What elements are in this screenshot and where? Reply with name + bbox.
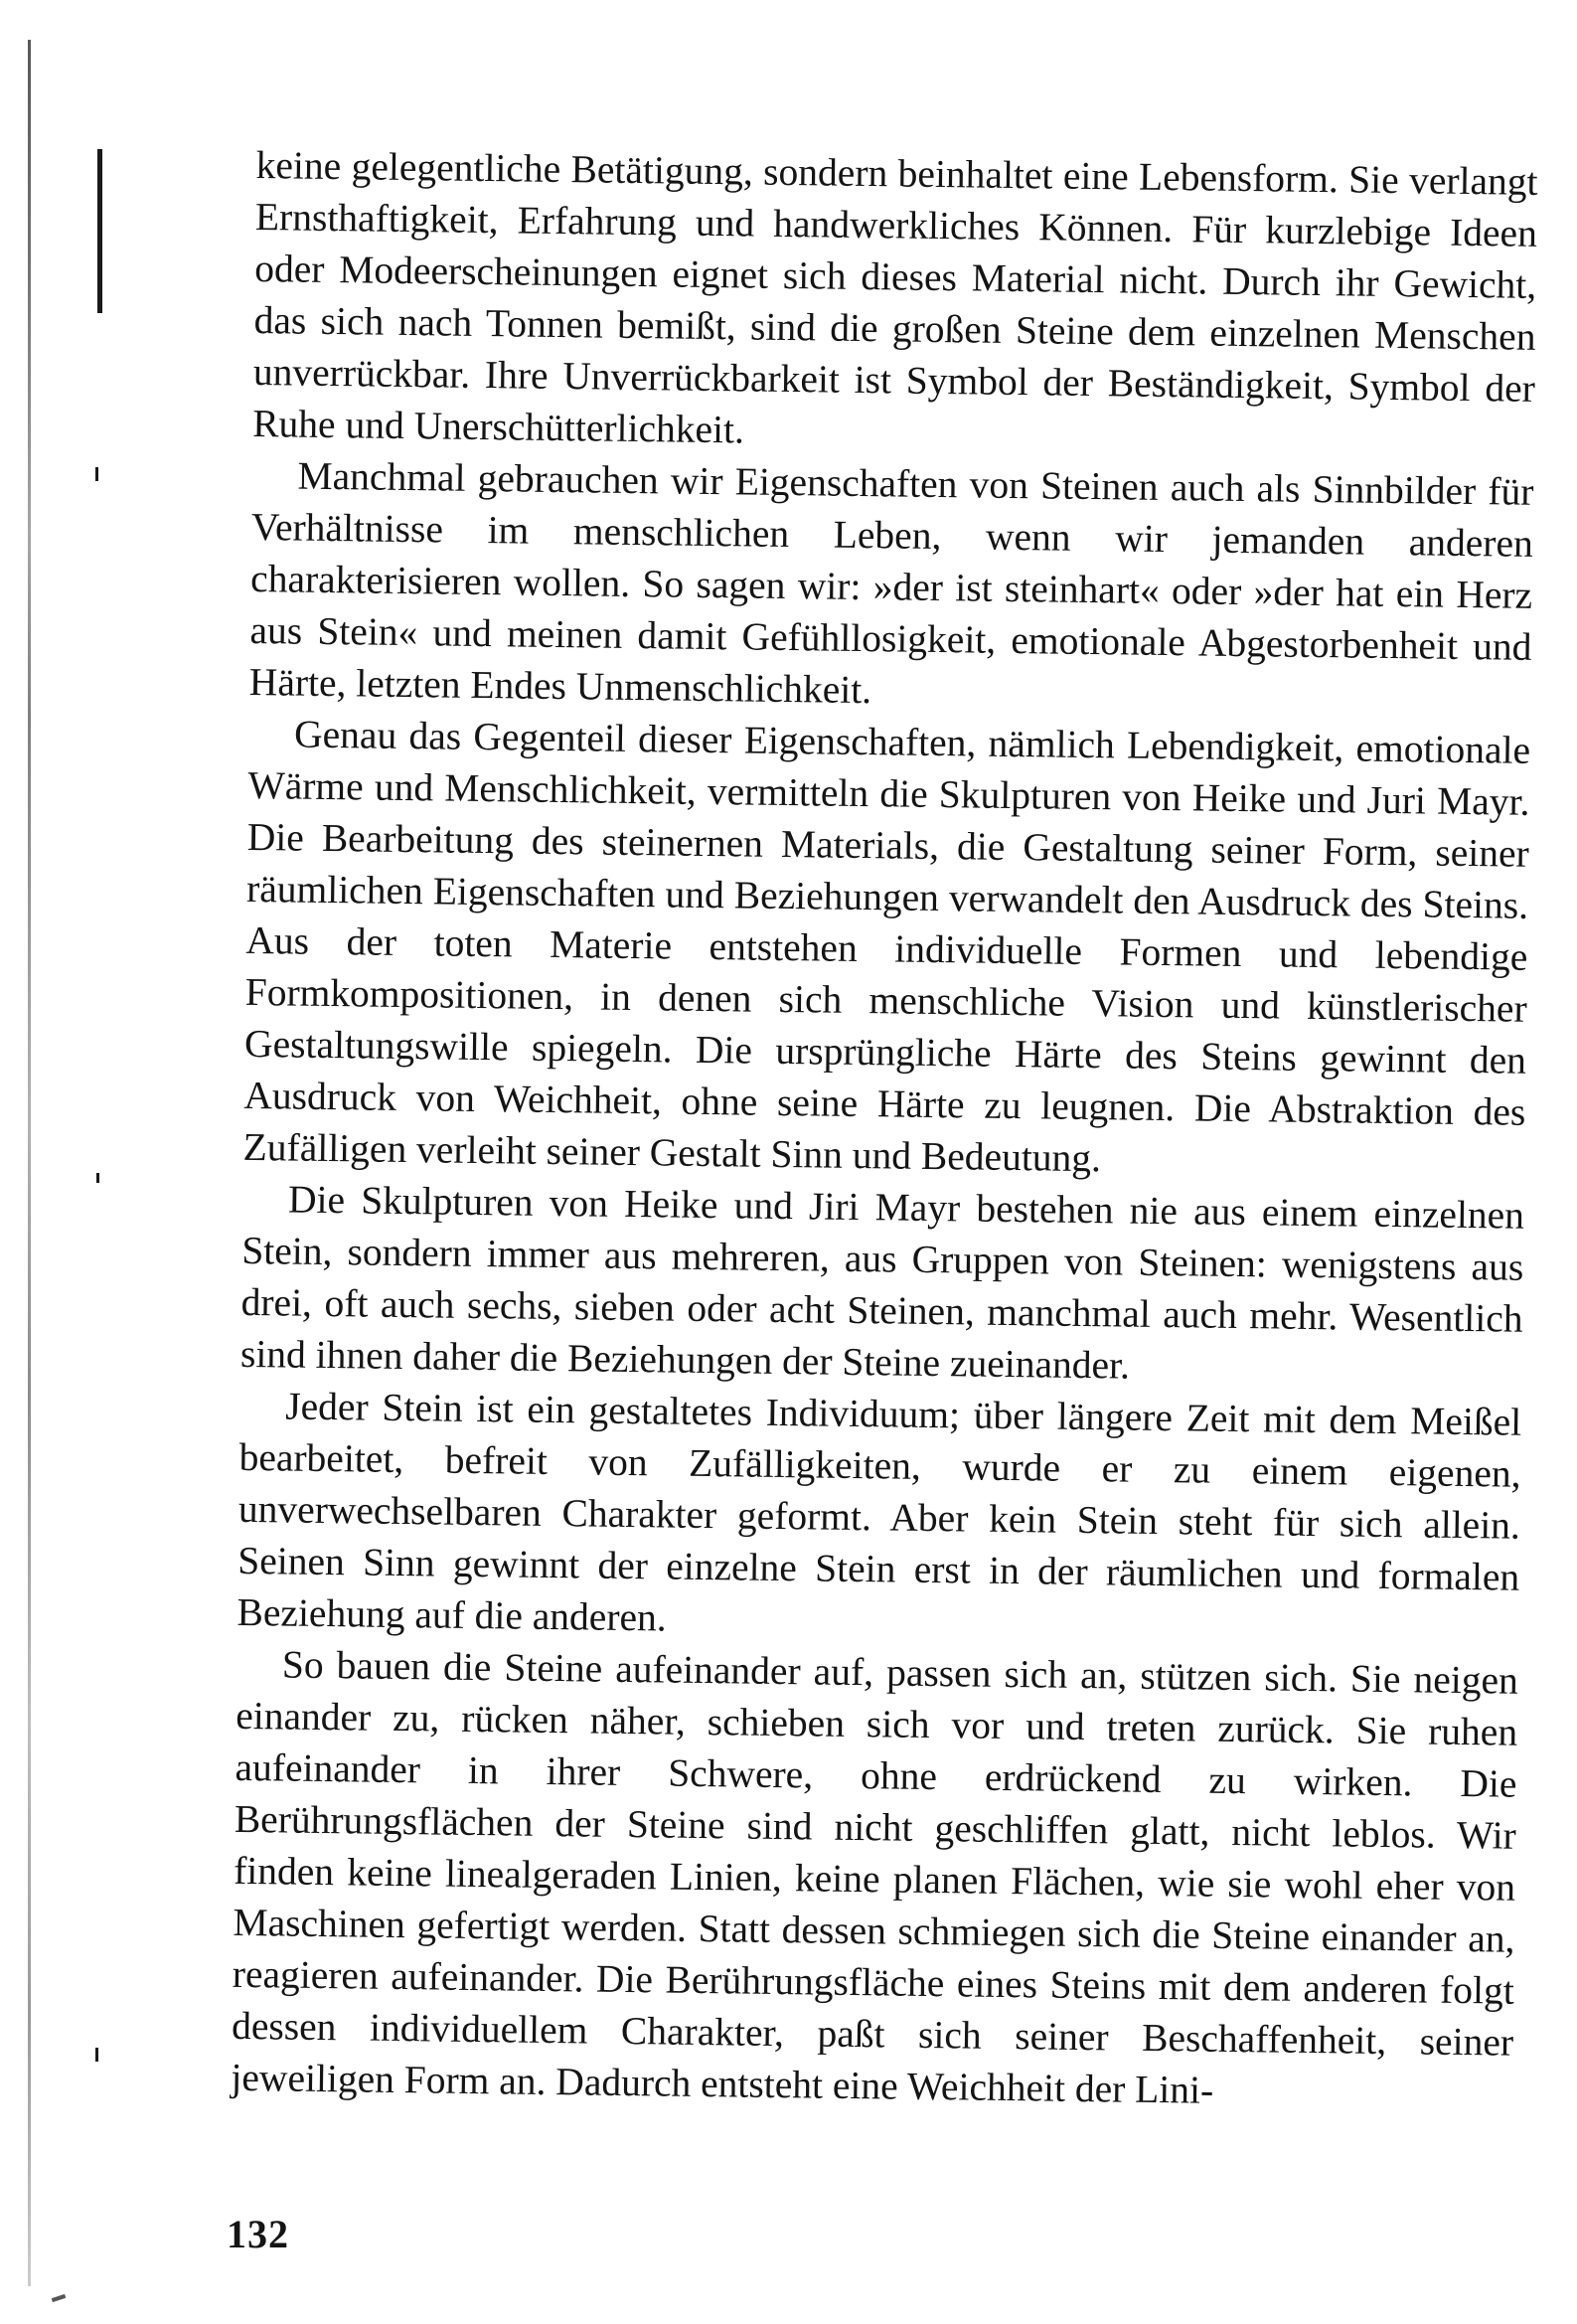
page-number: 132 — [227, 2212, 289, 2256]
scan-margin-mark — [97, 149, 102, 313]
paragraph: So bauen die Steine aufeinander auf, passen sich an, stützen sich. Sie neigen einander zu, rücken näher, schieben sich vor und treten zurück. Sie ruhen aufeinander in ihrer Schwere, ohne erdrückend zu wirken. Die Berührungsflächen der Steine sind nicht geschliffen glatt, nicht leblos. Wir finden keine linealgeraden Linien, keine planen Flächen, wie sie wohl eher von Maschinen gefertigt werden. Statt dessen schmiegen sich die Steine einander an, reagieren aufeinander. Die Berührungsfläche eines Steins mit dem anderen folgt dessen individuellem Charakter, paßt sich seiner Beschaffenheit, seiner jeweiligen Form an. Dadurch entsteht eine Weichheit der Lini- — [231, 1642, 1519, 2112]
scan-speck — [52, 2294, 67, 2302]
body-text — [231, 139, 1538, 2120]
scan-binding-edge — [28, 40, 31, 2286]
paragraph: Manchmal gebrauchen wir Eigenschaften von Steinen auch als Sinnbilder für Verhältnisse im menschlichen Leben, wenn wir jemanden anderen charakterisieren wollen. So sagen wir: »der ist steinhart« oder »der hat ein Herz aus Stein« und meinen damit Gefühllosigkeit, emotionale Abgestorbenheit und Härte, letzten Endes Unmenschlichkeit. — [248, 453, 1534, 713]
scan-margin-mark — [95, 467, 98, 481]
scan-margin-mark — [95, 2048, 98, 2062]
paragraph: Die Skulpturen von Heike und Jiri Mayr bestehen nie aus einem einzelnen Stein, sondern immer aus mehreren, aus Gruppen von Steinen: wenigstens aus drei, oft auch sechs, sieben oder acht Steinen, manchmal auch mehr. Wesentlich sind ihnen daher die Beziehungen der Steine zueinander. — [239, 1177, 1525, 1388]
paragraph: keine gelegentliche Betätigung, sondern beinhaltet eine Lebensform. Sie verlangt Ernsthaftigkeit, Erfahrung und handwerkliches Können. Für kurzlebige Ideen oder Modeerscheinungen eignet sich dieses Material nicht. Durch ihr Gewicht, das sich nach Tonnen bemißt, sind die großen Steine dem einzelnen Menschen unverrückbar. Ihre Unverrückbarkeit ist Symbol der Beständigkeit, Symbol der Ruhe und Unerschütterlichkeit. — [251, 142, 1538, 452]
scan-margin-mark — [96, 1173, 99, 1183]
paragraph: Jeder Stein ist ein gestaltetes Individuum; über längere Zeit mit dem Meißel bearbeitet, befreit von Zufälligkeiten, wurde er zu einem eigenen, unverwechselbaren Charakter geformt. Aber kein Stein steht für sich allein. Seinen Sinn gewinnt der einzelne Stein erst in der räumlichen und formalen Beziehung auf die anderen. — [237, 1384, 1522, 1640]
paragraph: Genau das Gegenteil dieser Eigenschaften, nämlich Lebendigkeit, emotionale Wärme und Menschlichkeit, vermitteln die Skulpturen von Heike und Juri Mayr. Die Bearbeitung des steinernen Materials, die Gestaltung seiner Form, seiner räumlichen Eigenschaften und Beziehungen verwandelt den Ausdruck des Steins. Aus der toten Materie entstehen individuelle Formen und lebendige Formkompositionen, in denen sich menschliche Vision und künstlerischer Gestaltungswille spiegeln. Die ursprüngliche Härte des Steins gewinnt den Ausdruck von Weichheit, ohne seine Härte zu leugnen. Die Abstraktion des Zufälligen verleiht seiner Gestalt Sinn und Bedeutung. — [242, 712, 1531, 1181]
